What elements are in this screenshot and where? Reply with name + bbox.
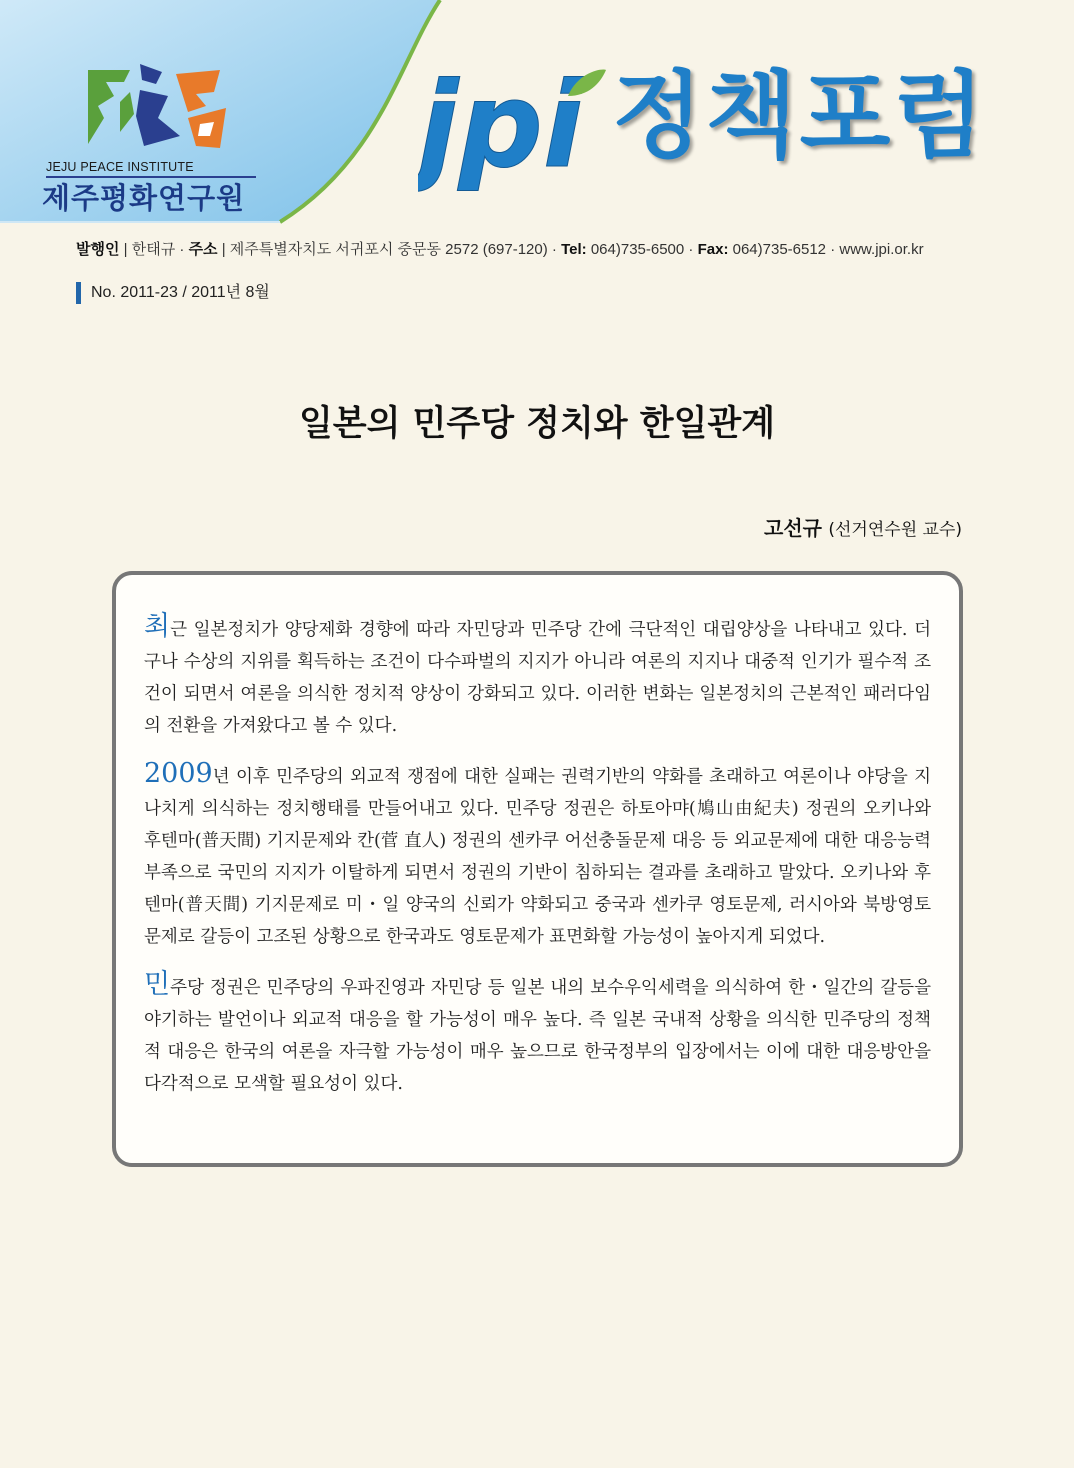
publication-name: 정책포럼 bbox=[612, 62, 988, 171]
paragraph-text: 근 일본정치가 양당제화 경향에 따라 자민당과 민주당 간에 극단적인 대립양상을 나타내고 있다. 더구나 수상의 지위를 획득하는 조건이 다수파벌의 지지가 아니라 여론의 지지나 대중적 인기가 필수적 조건이 되면서 여론을 의식한 정치적 양상이 강화되고 있다. 이러한 변화는 일본정치의 근본적인 패러다임의 전환을 가져왔다고 볼 수 있다. bbox=[144, 620, 931, 736]
logo-korean-name: 제주평화연구원 bbox=[42, 181, 246, 215]
tel-number: 064)735-6500 bbox=[590, 241, 685, 258]
summary-box bbox=[112, 571, 963, 1167]
drop-cap: 2009 bbox=[144, 758, 213, 789]
publisher-info: 발행인 | 한태규 · 주소 | 제주특별자치도 서귀포시 중문동 2572 (697-120) · Tel: 064)735-6500 · Fax: 064)735-6512 · www.jpi.or.kr bbox=[76, 241, 924, 258]
logo-english-name: JEJU PEACE INSTITUTE bbox=[46, 160, 256, 178]
jpi-logo-icon bbox=[84, 56, 234, 156]
paragraph-text: 년 이후 민주당의 외교적 쟁점에 대한 실패는 권력기반의 약화를 초래하고 여론이나 야당을 지나치게 의식하는 정치행태를 만들어내고 있다. 민주당 정권은 하토아먀(鳩山由紀夫) 정권의 오키나와 후텐마(普天間) 기지문제와 칸(菅 直人) 정권의 센카쿠 어선충돌문제 대응 등 외교문제에 대한 대응능력 부족으로 국민의 지지가 이탈하게 되면서 정권의 기반이 침하되는 결과를 초래하고 말았다. 오키나와 후텐마(普天間) 기지문제로 미・일 양국의 신뢰가 약화되고 중국과 센카쿠 영토문제, 러시아와 북방영토문제로 갈등이 고조된 상황으로 한국과도 영토문제가 표면화할 가능성이 높아지게 되었다. bbox=[144, 767, 931, 947]
summary-paragraph-1 bbox=[144, 611, 931, 742]
author-name: 고선규 bbox=[764, 516, 823, 540]
drop-cap: 민 bbox=[144, 969, 171, 1000]
address-label: 주소 bbox=[188, 241, 218, 258]
issue-number: No. 2011-23 / 2011년 8월 bbox=[76, 282, 270, 304]
brand-text: jpi bbox=[418, 66, 584, 194]
fax-label: Fax: bbox=[697, 241, 729, 258]
address: 제주특별자치도 서귀포시 중문동 2572 (697-120) bbox=[229, 241, 548, 258]
publisher-name: 한태규 bbox=[131, 241, 176, 258]
jpi-brand-wordmark bbox=[418, 66, 608, 196]
fax-number: 064)735-6512 bbox=[732, 241, 827, 258]
tel-label: Tel: bbox=[561, 241, 587, 258]
summary-paragraph-3 bbox=[144, 969, 931, 1100]
author-affiliation: (선거연수원 교수) bbox=[828, 520, 962, 540]
paragraph-text: 주당 정권은 민주당의 우파진영과 자민당 등 일본 내의 보수우익세력을 의식하여 한・일간의 갈등을 야기하는 발언이나 외교적 대응을 할 가능성이 매우 높다. 즉 일본 국내적 상황을 의식한 민주당의 정책적 대응은 한국의 여론을 자극할 가능성이 매우 높으므로 한국정부의 입장에서는 이에 대한 대응방안을 다각적으로 모색할 필요성이 있다. bbox=[144, 978, 931, 1094]
document-title: 일본의 민주당 정치와 한일관계 bbox=[298, 404, 776, 444]
summary-paragraph-2 bbox=[144, 758, 931, 953]
drop-cap: 최 bbox=[144, 611, 171, 642]
author bbox=[764, 512, 962, 541]
publisher-label: 발행인 bbox=[76, 241, 120, 258]
website-link[interactable]: www.jpi.or.kr bbox=[839, 241, 924, 258]
